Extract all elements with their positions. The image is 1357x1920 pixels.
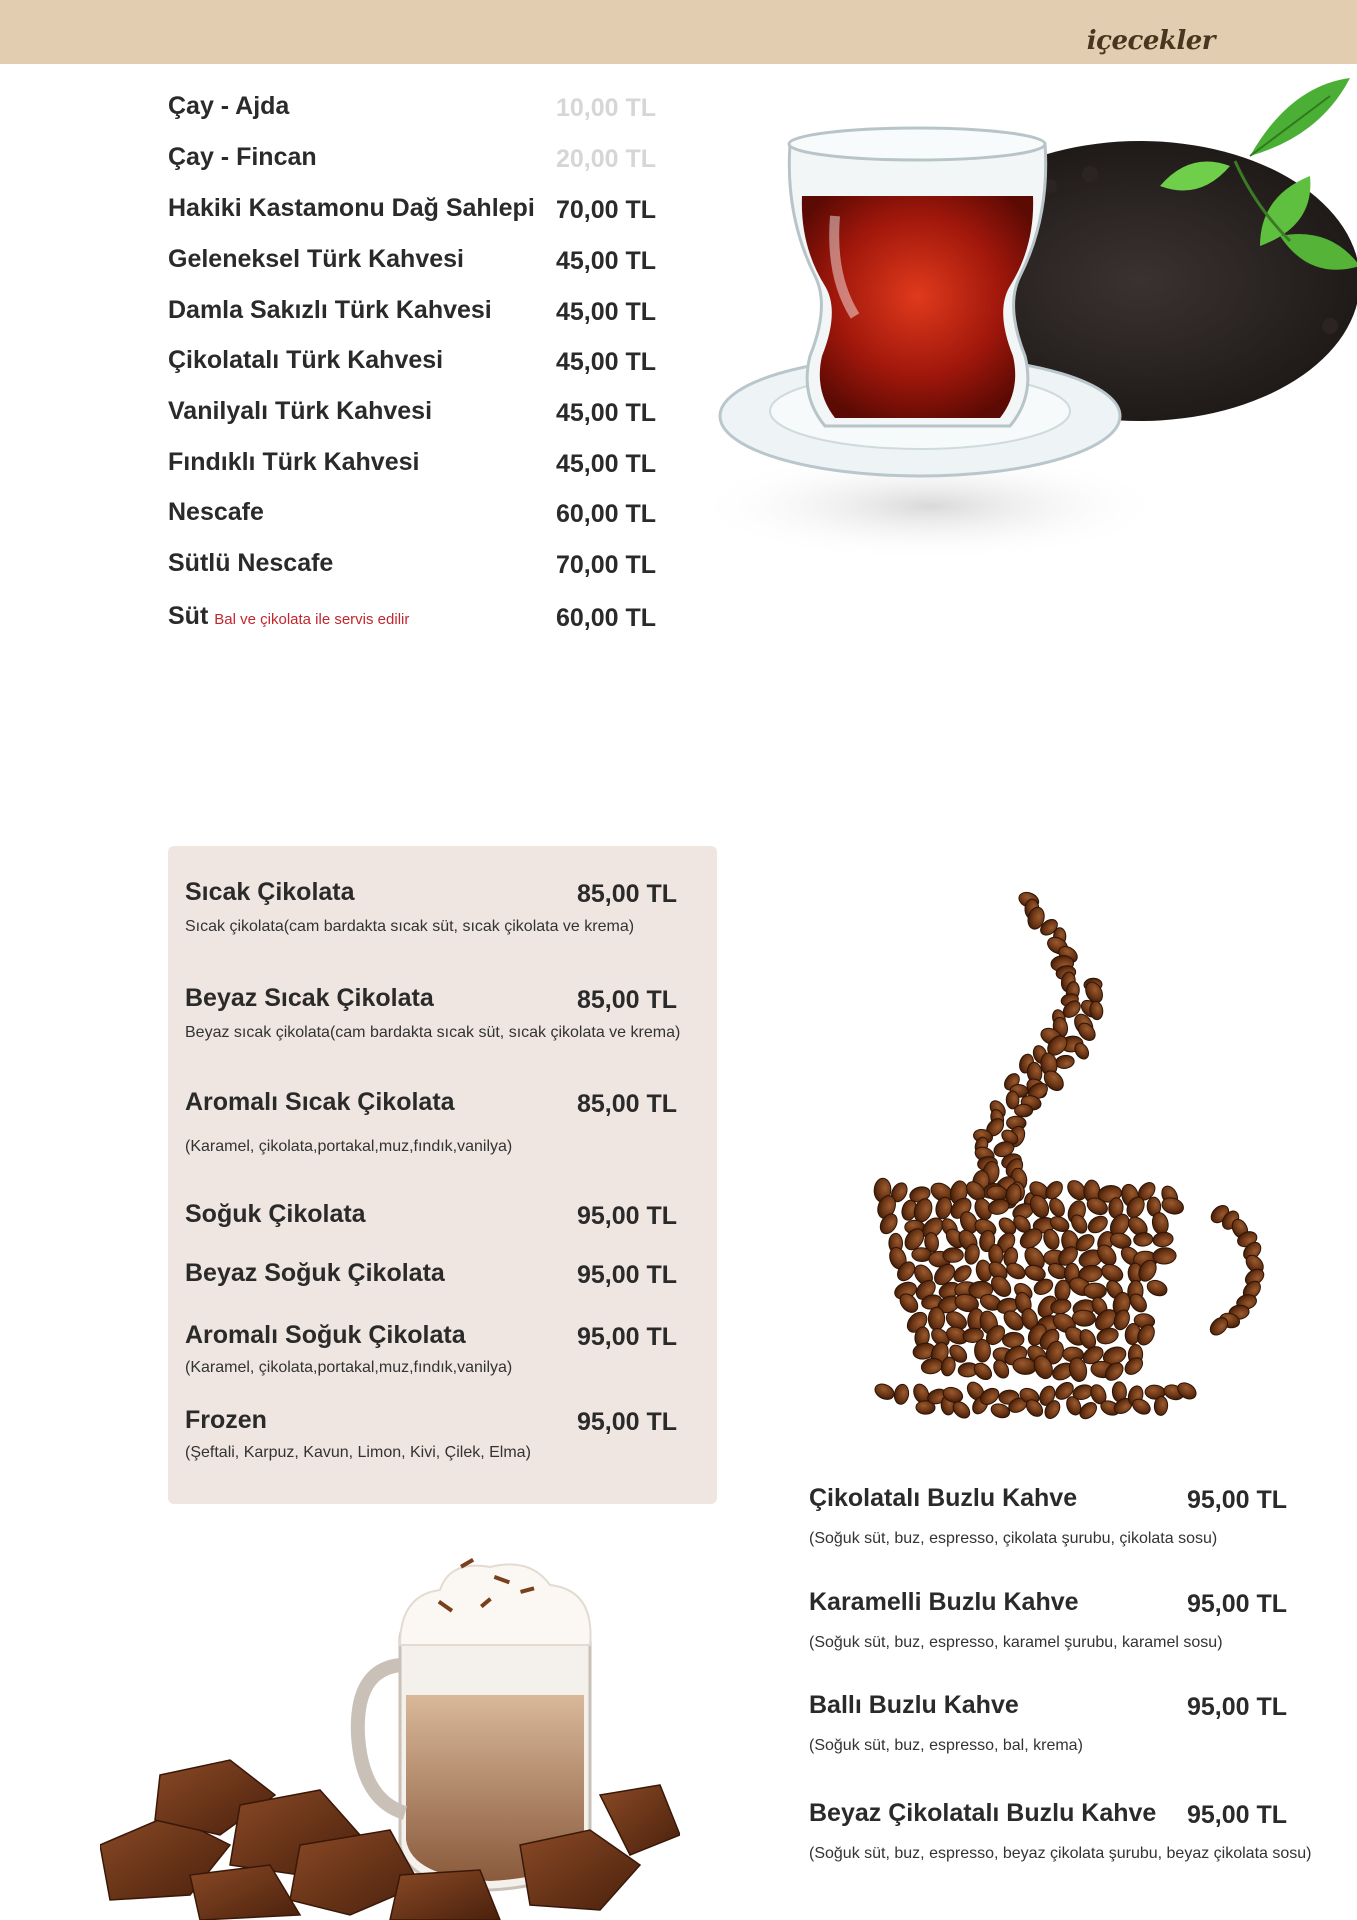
menu-item — [168, 602, 688, 642]
item-name: Hakiki Kastamonu Dağ Sahlepi — [168, 194, 535, 222]
item-price: 60,00 TL — [556, 604, 657, 632]
item-price: 60,00 TL — [556, 500, 657, 528]
menu-item — [168, 549, 688, 589]
item-name: Ballı Buzlu Kahve — [809, 1691, 1019, 1719]
item-price: 45,00 TL — [556, 348, 657, 376]
item-name: Çay - Ajda — [168, 92, 290, 120]
item-price: 95,00 TL — [1187, 1486, 1288, 1514]
item-price: 95,00 TL — [1187, 1693, 1288, 1721]
item-description: Sıcak çikolata(cam bardakta sıcak süt, sıcak çikolata ve krema) — [185, 918, 635, 935]
page-title: içecekler — [1086, 26, 1215, 56]
item-description: (Soğuk süt, buz, espresso, bal, krema) — [809, 1737, 1083, 1754]
item-name: Beyaz Soğuk Çikolata — [185, 1259, 445, 1287]
item-name: Sıcak Çikolata — [185, 878, 355, 906]
item-name: Beyaz Sıcak Çikolata — [185, 984, 434, 1012]
item-name: Nescafe — [168, 498, 264, 526]
item-name: Geleneksel Türk Kahvesi — [168, 245, 464, 273]
item-name — [168, 602, 409, 631]
item-price: 85,00 TL — [577, 1090, 678, 1118]
item-name-text: Süt — [168, 602, 209, 630]
item-name: Soğuk Çikolata — [185, 1200, 366, 1228]
chocolate-menu-panel — [168, 846, 717, 1504]
item-price: 85,00 TL — [577, 880, 678, 908]
item-description: (Şeftali, Karpuz, Kavun, Limon, Kivi, Çilek, Elma) — [185, 1444, 531, 1461]
item-name: Çay - Fincan — [168, 143, 317, 171]
item-price: 45,00 TL — [556, 399, 657, 427]
item-price: 95,00 TL — [1187, 1590, 1288, 1618]
item-name: Karamelli Buzlu Kahve — [809, 1588, 1079, 1616]
menu-item — [168, 143, 688, 183]
item-price: 95,00 TL — [1187, 1801, 1288, 1829]
coffee-bean-cup-image — [860, 890, 1300, 1450]
item-name: Beyaz Çikolatalı Buzlu Kahve — [809, 1799, 1157, 1827]
menu-item — [168, 448, 688, 488]
hot-chocolate-mug-image — [100, 1545, 680, 1920]
item-name: Sütlü Nescafe — [168, 549, 334, 577]
item-name: Vanilyalı Türk Kahvesi — [168, 397, 433, 425]
item-name: Fındıklı Türk Kahvesi — [168, 448, 420, 476]
menu-item — [168, 498, 688, 538]
item-price: 85,00 TL — [577, 986, 678, 1014]
item-price: 70,00 TL — [556, 551, 657, 579]
menu-item — [168, 397, 688, 437]
item-name: Damla Sakızlı Türk Kahvesi — [168, 296, 492, 324]
menu-item — [168, 194, 688, 234]
item-description: (Karamel, çikolata,portakal,muz,fındık,vanilya) — [185, 1138, 513, 1155]
item-price: 95,00 TL — [577, 1323, 678, 1351]
item-note: Bal ve çikolata ile servis edilir — [214, 611, 410, 628]
item-name: Aromalı Sıcak Çikolata — [185, 1088, 455, 1116]
item-name: Aromalı Soğuk Çikolata — [185, 1321, 466, 1349]
item-description: (Karamel, çikolata,portakal,muz,fındık,vanilya) — [185, 1359, 513, 1376]
item-price: 10,00 TL — [556, 94, 657, 122]
tea-glass-and-leaves-image — [690, 66, 1357, 586]
item-price: 95,00 TL — [577, 1261, 678, 1289]
item-name: Çikolatalı Türk Kahvesi — [168, 346, 444, 374]
item-price: 20,00 TL — [556, 145, 657, 173]
item-price: 95,00 TL — [577, 1202, 678, 1230]
item-price: 45,00 TL — [556, 298, 657, 326]
item-name: Çikolatalı Buzlu Kahve — [809, 1484, 1078, 1512]
item-price: 70,00 TL — [556, 196, 657, 224]
item-description: (Soğuk süt, buz, espresso, çikolata şurubu, çikolata sosu) — [809, 1530, 1218, 1547]
menu-item — [168, 346, 688, 386]
menu-item — [168, 245, 688, 285]
item-description: (Soğuk süt, buz, espresso, beyaz çikolata şurubu, beyaz çikolata sosu) — [809, 1845, 1312, 1862]
menu-item — [168, 92, 688, 132]
item-name: Frozen — [185, 1406, 267, 1434]
item-price: 45,00 TL — [556, 450, 657, 478]
item-description: (Soğuk süt, buz, espresso, karamel şurubu, karamel sosu) — [809, 1634, 1223, 1651]
menu-item — [168, 296, 688, 336]
item-description: Beyaz sıcak çikolata(cam bardakta sıcak süt, sıcak çikolata ve krema) — [185, 1024, 681, 1041]
item-price: 95,00 TL — [577, 1408, 678, 1436]
item-price: 45,00 TL — [556, 247, 657, 275]
